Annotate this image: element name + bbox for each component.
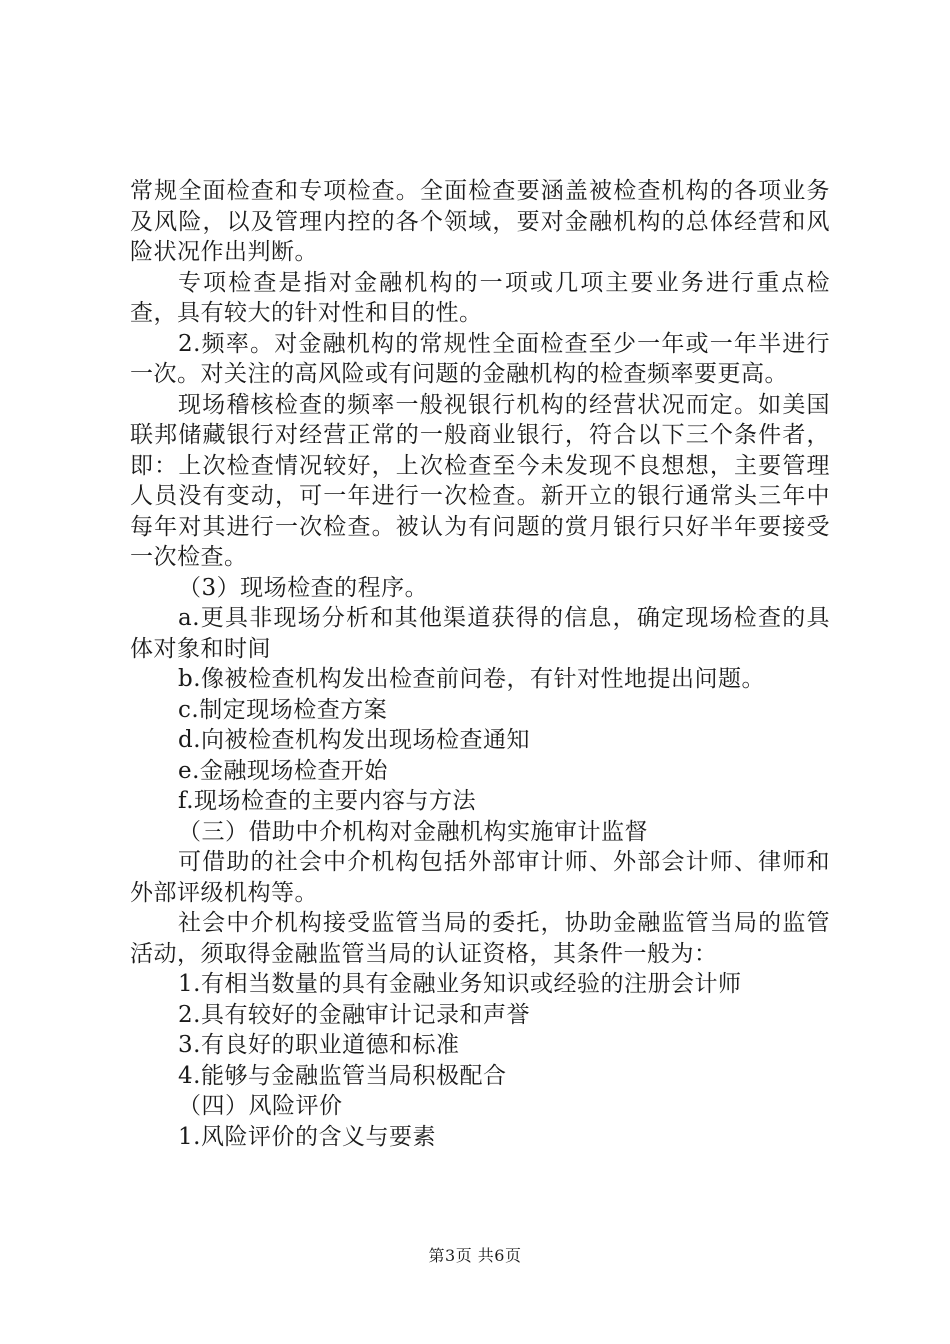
paragraph-18: 4.能够与金融监管当局积极配合 [178, 1062, 507, 1089]
paragraph-14: 社会中介机构接受监管当局的委托，协助金融监管当局的监管活动，须取得金融监管当局的认证资格，其条件一般为： [130, 910, 830, 967]
paragraph-7: b.像被检查机构发出检查前问卷，有针对性地提出问题。 [178, 666, 766, 692]
paragraph-2: 专项检查是指对金融机构的一项或几项主要业务进行重点检查，具有较大的针对性和目的性。 [130, 269, 830, 326]
paragraph-4: 现场稽核检查的频率一般视银行机构的经营状况而定。如美国联邦储藏银行对经营正常的一般商业银行，符合以下三个条件者，即：上次检查情况较好，上次检查至今未发现不良想想，主要管理人员没有变动，可一年进行一次检查。新开立的银行通常头三年中每年对其进行一次检查。被认为有问题的赏月银行只好半年要接受一次检查。 [130, 391, 830, 570]
paragraph-1: 常规全面检查和专项检查。全面检查要涵盖被检查机构的各项业务及风险，以及管理内控的各个领域，要对金融机构的总体经营和风险状况作出判断。 [130, 178, 830, 265]
paragraph-17: 3.有良好的职业道德和标准 [178, 1032, 460, 1058]
paragraph-9: d.向被检查机构发出现场检查通知 [178, 727, 531, 753]
paragraph-20: 1.风险评价的含义与要素 [178, 1123, 436, 1150]
paragraph-3: 2.频率。对金融机构的常规性全面检查至少一年或一年半进行一次。对关注的高风险或有问题的金融机构的检查频率要更高。 [130, 330, 830, 387]
paragraph-11: f.现场检查的主要内容与方法 [178, 788, 477, 814]
paragraph-19: （四）风险评价 [178, 1093, 343, 1119]
document-body [130, 176, 830, 1152]
paragraph-8: c.制定现场检查方案 [178, 696, 388, 723]
paragraph-13: 可借助的社会中介机构包括外部审计师、外部会计师、律师和外部评级机构等。 [130, 849, 830, 906]
page-footer [0, 1243, 950, 1266]
paragraph-12: （三）借助中介机构对金融机构实施审计监督 [178, 818, 648, 845]
page-number-label: 第3页 共6页 [428, 1246, 522, 1265]
paragraph-6: a.更具非现场分析和其他渠道获得的信息，确定现场检查的具体对象和时间 [130, 605, 830, 662]
paragraph-16: 2.具有较好的金融审计记录和声誉 [178, 1001, 530, 1028]
paragraph-5: （3）现场检查的程序。 [178, 574, 429, 601]
paragraph-10: e.金融现场检查开始 [178, 757, 388, 784]
paragraph-15: 1.有相当数量的具有金融业务知识或经验的注册会计师 [178, 971, 742, 997]
